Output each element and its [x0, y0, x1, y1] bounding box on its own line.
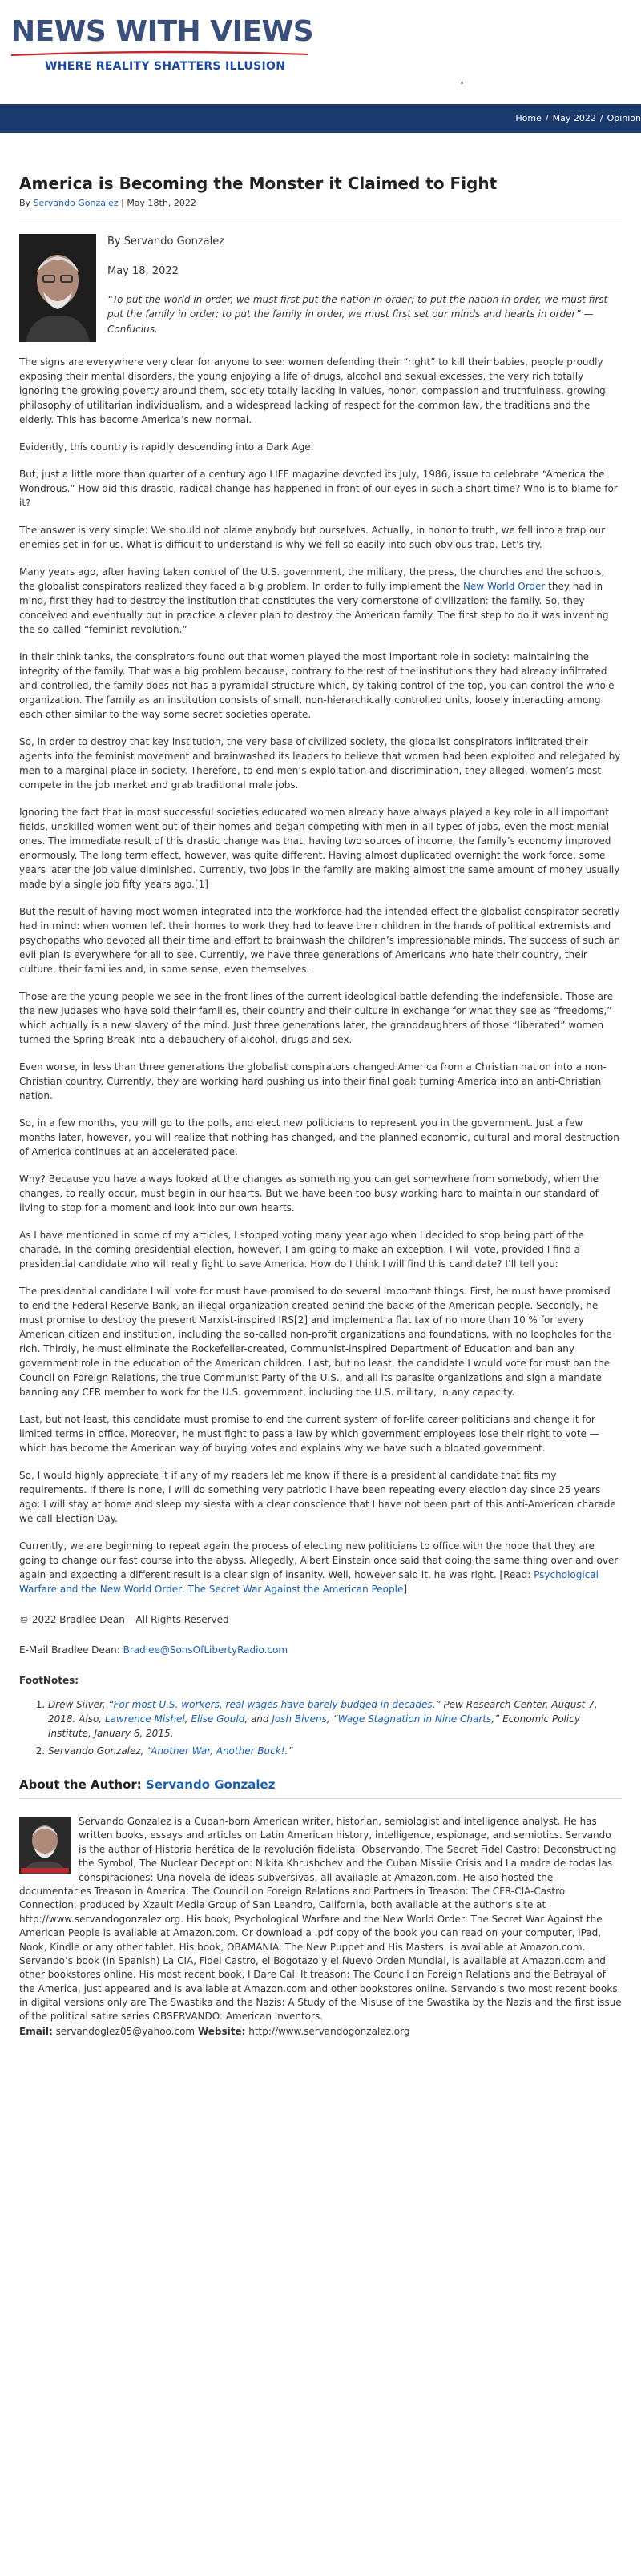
intro-quote: “To put the world in order, we must first put the nation in order; to put the nation in order, we must first put the family in order; to put the family in order, we must first set our minds and hearts in order” —Confucius. — [107, 293, 608, 335]
article-paragraph: But, just a little more than quarter of a century ago LIFE magazine devoted its July, 1986, issue to celebrate “America the Wondrous.” How did this drastic, radical change has happened in front of our eyes in such a short time? Who is to blame for it? — [19, 468, 618, 509]
logo-swoosh-icon — [11, 50, 308, 56]
article-paragraph: In their think tanks, the conspirators found out that women played the most important role in society: maintaining the integrity of the family. That was a big problem because, contrary to the rest of the institutions they had already infiltrated and controlled, the family does not has a pyramidal structure which, by taking control of the top, you can control the whole organization. The family as an institution consists of small, non-hierarchically controlled units, loosely interacting among each other similar to the way some secret societies operate. — [19, 650, 615, 720]
intro-date: May 18, 2022 — [107, 265, 179, 277]
article-paragraph: So, in a few months, you will go to the polls, and elect new politicians to represent you in the government. Just a few months later, however, you will realize that nothing has changed, and the planned economic, cultural and moral destruction of America continues at an accelerated pace. — [19, 1117, 619, 1157]
footnote-text: ,” Pew Research Center, August 7, 2018. Also, — [48, 1698, 598, 1725]
article-paragraph — [19, 565, 622, 637]
article-paragraph: So, in order to destroy that key institution, the very base of civilized society, the globalist conspirators infiltrated their agents into the feminist movement and brainwashed its leaders to believe that women had been exploited and relegated by men to a marginal place in society. Therefore, to end men’s exploitation and discrimination, they alleged, women’s most compete in the job market and grab traditional male jobs. — [19, 735, 621, 791]
article-paragraph: So, I would highly appreciate it if any of my readers let me know if there is a presidential candidate that fits my requirements. If there is none, I will do something very patriotic I have been repeating every election day since 25 years ago: I will stay at home and sleep my siesta with a clear conscience that I have not been part of this anti-American charade we call Election Day. — [19, 1469, 616, 1524]
footnote-link[interactable]: For most U.S. workers, real wages have barely budged in decades — [113, 1698, 433, 1710]
decorative-dot — [461, 82, 463, 84]
breadcrumb-home[interactable]: Home — [515, 112, 542, 123]
about-author-heading — [19, 1776, 622, 1800]
psychological-warfare-link[interactable]: Psychological Warfare and the New World Order: The Secret War Against the American People — [19, 1568, 599, 1595]
article-paragraph: Why? Because you have always looked at the changes as something you can get somewhere from somebody, when the changes, to really occur, must begin in our hearts. But we have been too busy working hard to maintain our standard of living to stop for a moment and look into our own hearts. — [19, 1173, 599, 1214]
footnote-link[interactable]: Wage Stagnation in Nine Charts — [337, 1713, 492, 1725]
byline-author-link[interactable]: Servando Gonzalez — [33, 198, 119, 208]
byline-date: May 18th, 2022 — [127, 198, 196, 208]
site-tagline: WHERE REALITY SHATTERS ILLUSION — [45, 60, 286, 74]
footnote-text: , and — [244, 1713, 272, 1725]
article-paragraph: The answer is very simple: We should not blame anybody but ourselves. Actually, in honor to truth, we fell into a trap our enemies set in for us. What is difficult to understand is why we fell so easily into such obvious trap. Let’s try. — [19, 524, 606, 550]
footnote-link[interactable]: Lawrence Mishel — [104, 1713, 185, 1725]
intro-text — [107, 234, 622, 342]
author-website-label: Website: — [197, 2025, 246, 2037]
email-label: E-Mail Bradlee Dean: — [19, 1644, 123, 1656]
breadcrumb-category[interactable]: Opinion — [607, 112, 641, 123]
article-paragraph: Last, but not least, this candidate must promise to end the current system of for-life career politicians and change it for limited terms in office. Moreover, he must fight to pass a law by which government employees lose their right to vote —which has become the American way of buying votes and explains why we have such a bloated government. — [19, 1413, 599, 1454]
site-name: NEWS WITH VIEWS — [11, 15, 314, 48]
breadcrumb — [0, 104, 641, 133]
article-content — [0, 173, 641, 2039]
site-header — [0, 0, 641, 104]
copyright-notice: © 2022 Bradlee Dean – All Rights Reserved — [19, 1613, 229, 1625]
footnote-item — [48, 1744, 622, 1758]
footnote-text: , — [184, 1713, 191, 1725]
article-paragraph: Even worse, in less than three generations the globalist conspirators changed America from a Christian nation into a non-Christian country. Currently, they are working hard pushing us into their final goal: turning America into an anti-Christian nation. — [19, 1061, 607, 1101]
intro-author: By Servando Gonzalez — [107, 235, 225, 248]
paragraph-text: they had in mind, first they had to destroy the institution that constitutes the very cornerstone of civilization: the family. So, they conceived and eventually put in practice a clever plan to destroy the American family. The first step to do it was inventing the so-called “feminist revolution.” — [19, 580, 609, 635]
author-website[interactable]: http://www.servandogonzalez.org — [245, 2025, 410, 2037]
article-paragraph: Evidently, this country is rapidly descending into a Dark Age. — [19, 441, 314, 453]
paragraph-text: Many years ago, after having taken control of the U.S. government, the military, the press, the churches and the schools, the globalist conspirators realized they faced a big problem. In order to fully implement the — [19, 566, 605, 592]
site-logo[interactable] — [11, 15, 314, 75]
footnote-link[interactable]: Another War, Another Buck! — [151, 1745, 285, 1757]
author-small-portrait-image — [19, 1817, 71, 1874]
breadcrumb-date[interactable]: May 2022 — [552, 112, 596, 123]
footnote-text: , “ — [326, 1713, 338, 1725]
footnote-text: ,” Economic Policy Institute, January 6, 2015. — [48, 1713, 580, 1739]
about-author-section — [19, 1815, 622, 2039]
author-bio: Servando Gonzalez is a Cuban-born American writer, historian, semiologist and intelligence analyst. He has written books, essays and articles on Latin American history, intelligence, espionage, and semiotics. Servando is the author of Historia herética de la revolución fidelista, Observando, The Secret Fidel Castro: Deconstructing the Symbol, The Nuclear Deception: Nikita Khrushchev and the Cuban Missile Crisis and La madre de todas las conspiraciones: Una novela de ideas subversivas, all available at Amazon.com. He also hosted the documentaries Treason in America: The Council on Foreign Relations and Partners in Treason: The CFR-CIA-Castro Connection, produced by Xzault Media Group of San Leandro, California, both available at the author's site at http://www.servandogonzalez.org. His book, Psychological Warfare and the New World Order: The Secret War Against the American People is available at Amazon.com. Or download a .pdf copy of the book you can read on your computer, iPad, Nook, Kindle or any other tablet. His book, OBAMANIA: The New Puppet and His Masters, is available at Amazon.com. Servando’s book (in Spanish) La CIA, Fidel Castro, el Bogotazo y el Nuevo Orden Mundial, is available at Amazon.com and other bookstores online. His most recent book, I Dare Call It treason: The Council on Foreign Relations and the Betrayal of the America, just appeared and is available at Amazon.com and other bookstores online. Servando’s two most recent books in digital versions only are The Swastika and the Nazis: A Study of the Misuse of the Swastika by the Nazis and the first issue of the political satire series OBSERVANDO: American Inventors. — [19, 1816, 622, 2023]
footnote-link[interactable]: Elise Gould — [191, 1713, 245, 1725]
about-author-link[interactable]: Servando Gonzalez — [146, 1777, 276, 1792]
about-heading-prefix: About the Author: — [19, 1777, 147, 1792]
article-paragraph: The signs are everywhere very clear for anyone to see: women defending their “right” to kill their babies, people proudly exposing their mental disorders, the young enjoying a life of drugs, alcohol and sexual excesses, the very rich totally ignoring the growing poverty around them, society totally lacking in values, honor, compassion and truthfulness, growing philosophy of utilitarian individualism, and a widespread lacking of respect for the common law, the traditions and the elderly. This has become America’s new normal. — [19, 356, 606, 425]
article-byline — [19, 197, 622, 219]
paragraph-text: Currently, we are beginning to repeat again the process of electing new politicians to office with the hope that they are going to change our fast course into the abyss. Allegedly, Albert Einstein once said that doing the same thing over and over again and expecting a different result is a clear sign of insanity. Well, however said it, he was right. [Read: — [19, 1540, 619, 1580]
breadcrumb-separator: / — [599, 112, 603, 123]
email-link[interactable]: Bradlee@SonsOfLibertyRadio.com — [123, 1644, 288, 1656]
article-paragraph: Those are the young people we see in the front lines of the current ideological battle defending the indefensible. Those are the new Judases who have sold their families, their country and their culture in exchange for what they see as “freedoms,” which actually is a new slavery of the mind. Just three generations later, the granddaughters of those “liberated” women turned the Spring Break into a debauchery of alcohol, drugs and sex. — [19, 990, 614, 1045]
article-title: America is Becoming the Monster it Claimed to Fight — [19, 174, 498, 193]
byline-prefix: By — [19, 198, 34, 208]
article-paragraph: But the result of having most women integrated into the workforce had the intended effect the globalist conspirator secretly had in mind: when women left their homes to work they had to leave their children in the hands of political extremists and psychopaths who devoted all their time and effort to brainwash the children’s impressionable minds. The success of such an evil plan is everywhere for all to see. Currently, we have three generations of Americans who hate their country, their culture, their families and, in some sense, even themselves. — [19, 905, 621, 975]
new-world-order-link[interactable]: New World Order — [463, 580, 546, 592]
author-portrait-image — [19, 234, 96, 342]
footnote-link[interactable]: Josh Bivens — [272, 1713, 327, 1725]
author-contact — [19, 2024, 622, 2039]
footnotes-list — [48, 1697, 622, 1758]
paragraph-text: ] — [403, 1583, 408, 1595]
article-paragraph — [19, 1539, 622, 1596]
article-paragraph: The presidential candidate I will vote for must have promised to do several important things. First, he must have promised to end the Federal Reserve Bank, an illegal organization created behind the backs of the American people. Secondly, he must promise to destroy the present Marxist-inspired IRS[2] and implement a flat tax of no more than 10 % for every American citizen and institution, including the so-called non-profit organizations and foundations, with no loopholes for the rich. Thirdly, he must eliminate the Rockefeller-created, Communist-inspired Department of Education and ban any government role in the education of the American children. Last, but no least, the candidate I would vote for must ban the Council on Foreign Relations, the true Communist Party of the U.S., and all its parasite organizations and sign a mandate banning any CFR member to work for the U.S. government, including the U.S. military, in any capacity. — [19, 1285, 612, 1398]
footnote-text: Servando Gonzalez, “ — [48, 1745, 151, 1757]
footnote-text: .” — [284, 1745, 293, 1757]
footnote-text: Drew Silver, “ — [48, 1698, 114, 1710]
byline-separator: | — [118, 198, 127, 208]
footnote-item — [48, 1697, 622, 1741]
author-email[interactable]: servandoglez05@yahoo.com — [52, 2025, 198, 2037]
article-paragraph: As I have mentioned in some of my articles, I stopped voting many year ago when I decided to stop being part of the charade. In the coming presidential election, however, I am going to make an exception. I will vote, provided I find a presidential candidate who will really fight to save America. How do I think I will find this candidate? I’ll tell you: — [19, 1229, 585, 1270]
author-email-label: Email: — [19, 2025, 53, 2037]
breadcrumb-separator: / — [545, 112, 549, 123]
footnotes-heading: FootNotes: — [19, 1674, 79, 1686]
contact-email-line — [19, 1643, 622, 1657]
article-intro — [19, 234, 622, 342]
article-paragraph: Ignoring the fact that in most successful societies educated women already have always played a key role in all important fields, unskilled women went out of their homes and began competing with men in all types of jobs, even the most menial ones. The immediate result of this drastic change was that, having two sources of income, the family’s economy improved enormously. The long term effect, however, was quite different. Having almost duplicated overnight the work force, some years later the job value diminished. Currently, two jobs in the family are making almost the same amount of money usually made by a single job fifty years ago.[1] — [19, 806, 620, 890]
